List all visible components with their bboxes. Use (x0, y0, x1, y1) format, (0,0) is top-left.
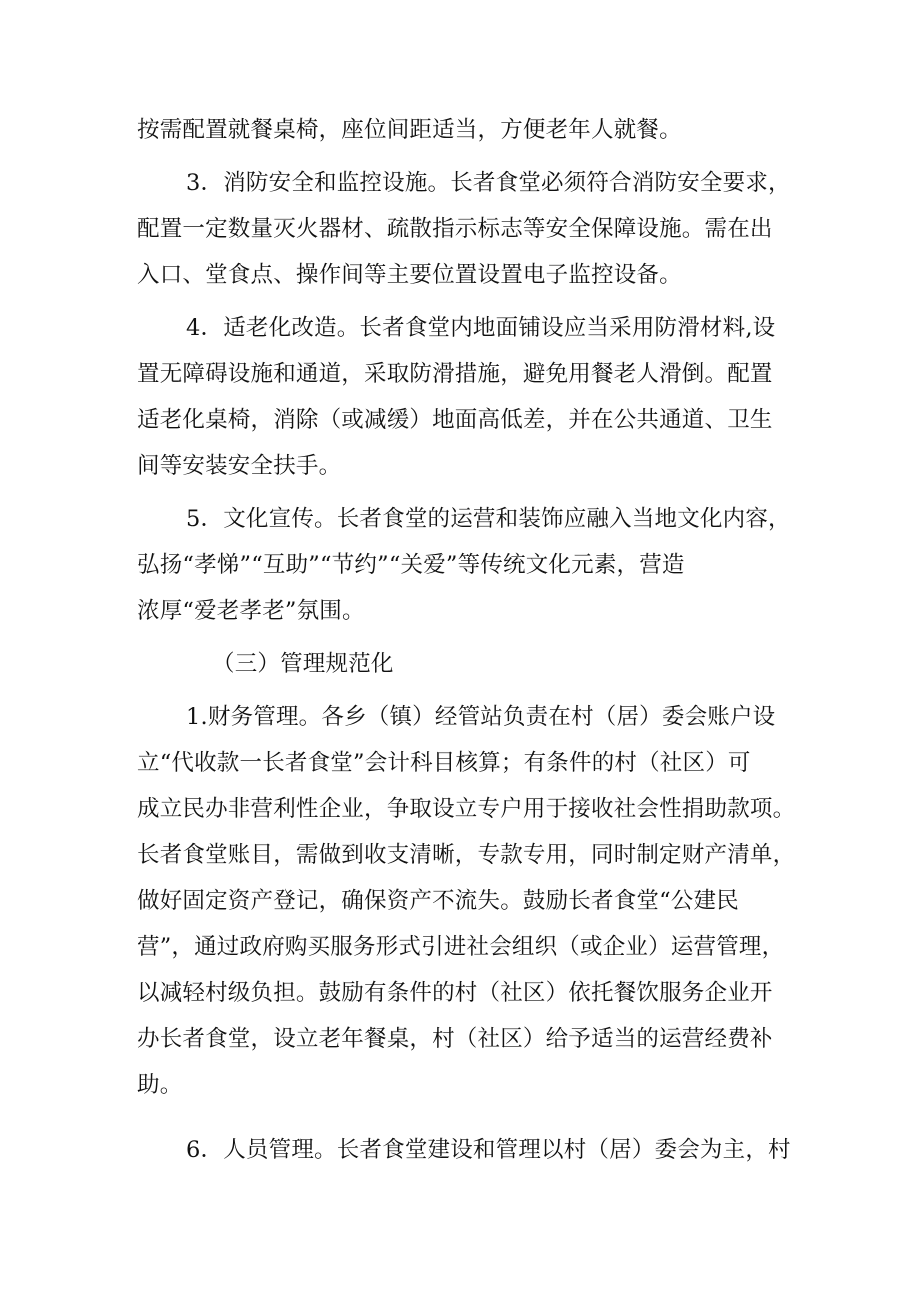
paragraph-line: 营”，通过政府购买服务形式引进社会组织（或企业）运营管理， (137, 934, 785, 960)
paragraph-line: 立“代收款一长者食堂”会计科目核算；有条件的村（社区）可 (137, 750, 751, 776)
paragraph-line: 3．消防安全和监控设施。长者食堂必须符合消防安全要求， (186, 170, 791, 196)
paragraph-line: 配置一定数量灭火器材、疏散指示标志等安全保障设施。需在出 (137, 216, 773, 242)
paragraph-line: 置无障碍设施和通道，采取防滑措施，避免用餐老人滑倒。配置 (137, 361, 773, 387)
paragraph-line: 办长者食堂，设立老年餐桌，村（社区）给予适当的运营经费补 (137, 1026, 773, 1052)
paragraph-line: 浓厚“爱老孝老”氛围。 (137, 598, 365, 624)
paragraph-line: 1.财务管理。各乡（镇）经管站负责在村（居）委会账户设 (186, 704, 776, 730)
paragraph-line: 6．人员管理。长者食堂建设和管理以村（居）委会为主，村 (186, 1137, 791, 1163)
paragraph-line: 弘扬“孝悌”“互助”“节约”“关爱”等传统文化元素，营造 (137, 552, 685, 578)
paragraph-line: 按需配置就餐桌椅，座位间距适当，方便老年人就餐。 (137, 117, 682, 143)
paragraph-line: 做好固定资产登记，确保资产不流失。鼓励长者食堂“公建民 (137, 888, 739, 914)
paragraph-line: 5．文化宣传。长者食堂的运营和装饰应融入当地文化内容， (186, 506, 791, 532)
paragraph-line: 4．适老化改造。长者食堂内地面铺设应当采用防滑材料,设 (186, 315, 776, 341)
paragraph-line: 以减轻村级负担。鼓励有条件的村（社区）依托餐饮服务企业开 (137, 980, 773, 1006)
paragraph-line: 长者食堂账目，需做到收支清晰，专款专用，同时制定财产清单， (137, 842, 796, 868)
paragraph-line: 间等安装安全扶手。 (137, 453, 342, 479)
paragraph-line: 助。 (137, 1072, 183, 1098)
paragraph-line: 入口、堂食点、操作间等主要位置设置电子监控设备。 (137, 262, 682, 288)
paragraph-line: 适老化桌椅，消除（或减缓）地面高低差，并在公共通道、卫生 (137, 407, 773, 433)
paragraph-line: 成立民办非营利性企业，争取设立专户用于接收社会性捐助款项。 (137, 796, 796, 822)
section-heading: （三）管理规范化 (212, 651, 394, 677)
